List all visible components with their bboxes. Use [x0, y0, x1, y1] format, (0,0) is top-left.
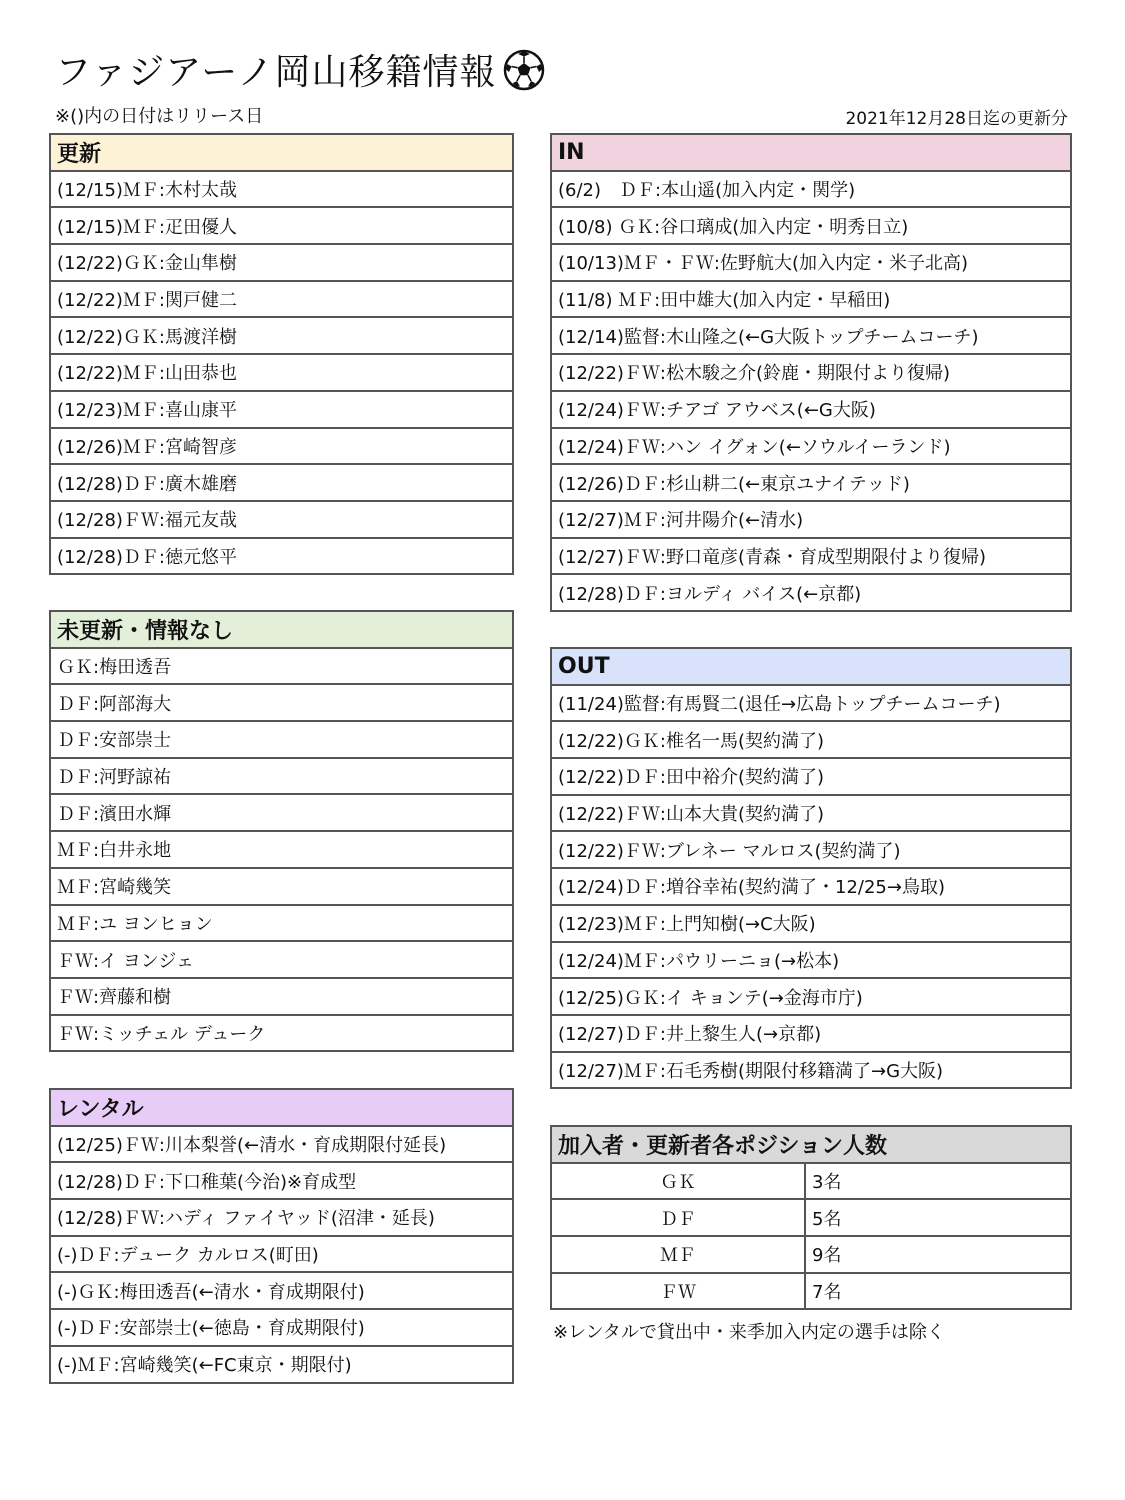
table-row [50, 794, 513, 831]
none-row-text: ＤＦ:濱田水輝 [50, 794, 513, 831]
table-row [551, 317, 1071, 354]
table-row [551, 1015, 1071, 1052]
no-info-table [49, 610, 514, 1052]
rental-row-text: (-)ＧＫ:梅田透吾(←清水・育成期限付) [50, 1272, 513, 1309]
none-row-text: ＦＷ:イ ヨンジェ [50, 941, 513, 978]
update-row-text: (12/28)ＦＷ:福元友哉 [50, 501, 513, 538]
table-row [50, 905, 513, 942]
table-row [50, 648, 513, 685]
out-header: OUT [551, 648, 1071, 685]
out-row-text: (12/27)ＤＦ:井上黎生人(→京都) [551, 1015, 1071, 1052]
table-row [50, 317, 513, 354]
table-row [551, 1052, 1071, 1089]
table-row [50, 538, 513, 575]
table-row [50, 1272, 513, 1309]
table-row [50, 207, 513, 244]
rental-row-text: (-)ＤＦ:安部崇士(←徳島・育成期限付) [50, 1309, 513, 1346]
update-table [49, 133, 514, 575]
update-row-text: (12/15)ＭＦ:疋田優人 [50, 207, 513, 244]
none-row-text: ＤＦ:河野諒祐 [50, 758, 513, 795]
out-row-text: (12/22)ＤＦ:田中裕介(契約満了) [551, 758, 1071, 795]
none-row-text: ＦＷ:齊藤和樹 [50, 978, 513, 1015]
update-row-text: (12/22)ＭＦ:山田恭也 [50, 354, 513, 391]
rental-table [49, 1088, 514, 1384]
table-row [50, 868, 513, 905]
table-row [551, 685, 1071, 722]
in-row-text: (12/22)ＦＷ:松木駿之介(鈴鹿・期限付より復帰) [551, 354, 1071, 391]
update-row-text: (12/15)ＭＦ:木村太哉 [50, 171, 513, 208]
count-header: 加入者・更新者各ポジション人数 [551, 1126, 1071, 1163]
table-row [50, 831, 513, 868]
table-row [50, 1346, 513, 1383]
none-row-text: ＤＦ:阿部海大 [50, 684, 513, 721]
table-row [551, 428, 1071, 465]
position-label: ＦＷ [551, 1273, 805, 1310]
in-row-text: (12/24)ＦＷ:チアゴ アウベス(←G大阪) [551, 391, 1071, 428]
in-row-text: (12/26)ＤＦ:杉山耕二(←東京ユナイテッド) [551, 464, 1071, 501]
release-date-note: ※()内の日付はリリース日 [55, 106, 264, 127]
update-row-text: (12/28)ＤＦ:徳元悠平 [50, 538, 513, 575]
out-row-text: (12/22)ＦＷ:山本大貴(契約満了) [551, 795, 1071, 832]
position-count: 7名 [805, 1273, 1071, 1310]
in-row-text: (12/27)ＦＷ:野口竜彦(青森・育成型期限付より復帰) [551, 538, 1071, 575]
table-row [50, 1162, 513, 1199]
in-table [550, 133, 1072, 612]
table-row [50, 721, 513, 758]
table-row [551, 171, 1071, 208]
in-row-text: (10/8) ＧＫ:谷口璃成(加入内定・明秀日立) [551, 207, 1071, 244]
out-row-text: (12/23)ＭＦ:上門知樹(→C大阪) [551, 905, 1071, 942]
none-row-text: ＦＷ:ミッチェル デューク [50, 1015, 513, 1052]
none-row-text: ＭＦ:ユ ヨンヒョン [50, 905, 513, 942]
in-row-text: (10/13)ＭＦ・ＦＷ:佐野航大(加入内定・米子北高) [551, 244, 1071, 281]
table-row [551, 795, 1071, 832]
in-row-text: (12/27)ＭＦ:河井陽介(←清水) [551, 501, 1071, 538]
out-row-text: (11/24)監督:有馬賢二(退任→広島トップチームコーチ) [551, 685, 1071, 722]
out-row-text: (12/22)ＦＷ:ブレネー マルロス(契約満了) [551, 831, 1071, 868]
none-row-text: ＤＦ:安部崇士 [50, 721, 513, 758]
table-row [50, 1236, 513, 1273]
table-row [551, 391, 1071, 428]
in-row-text: (12/28)ＤＦ:ヨルディ バイス(←京都) [551, 574, 1071, 611]
in-row-text: (12/14)監督:木山隆之(←G大阪トップチームコーチ) [551, 317, 1071, 354]
update-row-text: (12/22)ＧＫ:金山隼樹 [50, 244, 513, 281]
update-header: 更新 [50, 134, 513, 171]
table-row [551, 538, 1071, 575]
update-row-text: (12/22)ＧＫ:馬渡洋樹 [50, 317, 513, 354]
in-row-text: (12/24)ＦＷ:ハン イグォン(←ソウルイーランド) [551, 428, 1071, 465]
table-row [551, 721, 1071, 758]
none-row-text: ＧＫ:梅田透吾 [50, 648, 513, 685]
table-row [50, 1126, 513, 1163]
table-row [50, 464, 513, 501]
table-row [551, 1273, 1071, 1310]
rental-row-text: (12/28)ＤＦ:下口稚葉(今治)※育成型 [50, 1162, 513, 1199]
table-row [551, 281, 1071, 318]
none-row-text: ＭＦ:宮崎幾笑 [50, 868, 513, 905]
table-row [551, 1236, 1071, 1273]
out-row-text: (12/22)ＧＫ:椎名一馬(契約満了) [551, 721, 1071, 758]
table-row [551, 978, 1071, 1015]
out-table [550, 647, 1072, 1089]
table-row [551, 354, 1071, 391]
table-row [551, 942, 1071, 979]
title-text: ファジアーノ岡山移籍情報 [55, 52, 497, 93]
position-count: 3名 [805, 1163, 1071, 1200]
rental-row-text: (12/25)ＦＷ:川本梨誉(←清水・育成期限付延長) [50, 1126, 513, 1163]
rental-row-text: (-)ＭＦ:宮崎幾笑(←FC東京・期限付) [50, 1346, 513, 1383]
table-row [551, 207, 1071, 244]
rental-row-text: (-)ＤＦ:デューク カルロス(町田) [50, 1236, 513, 1273]
table-row [50, 1309, 513, 1346]
out-row-text: (12/24)ＤＦ:増谷幸祐(契約満了・12/25→鳥取) [551, 868, 1071, 905]
table-row [50, 244, 513, 281]
position-count: 9名 [805, 1236, 1071, 1273]
out-row-text: (12/27)ＭＦ:石毛秀樹(期限付移籍満了→G大阪) [551, 1052, 1071, 1089]
in-row-text: (6/2) ＤＦ:本山遥(加入内定・関学) [551, 171, 1071, 208]
table-row [551, 244, 1071, 281]
table-row [551, 501, 1071, 538]
table-row [50, 501, 513, 538]
table-row [50, 1199, 513, 1236]
table-row [50, 428, 513, 465]
update-row-text: (12/22)ＭＦ:関戸健二 [50, 281, 513, 318]
page-title [55, 44, 546, 95]
none-header: 未更新・情報なし [50, 611, 513, 648]
position-label: ＧＫ [551, 1163, 805, 1200]
table-row [551, 758, 1071, 795]
update-row-text: (12/28)ＤＦ:廣木雄磨 [50, 464, 513, 501]
position-label: ＭＦ [551, 1236, 805, 1273]
footnote: ※レンタルで貸出中・来季加入内定の選手は除く [553, 1322, 945, 1343]
rental-header: レンタル [50, 1089, 513, 1126]
table-row [551, 868, 1071, 905]
update-row-text: (12/26)ＭＦ:宮崎智彦 [50, 428, 513, 465]
table-row [551, 1199, 1071, 1236]
table-row [50, 758, 513, 795]
table-row [50, 281, 513, 318]
table-row [50, 684, 513, 721]
table-row [50, 941, 513, 978]
table-row [551, 831, 1071, 868]
position-count-table [550, 1125, 1072, 1310]
table-row [50, 354, 513, 391]
table-row [551, 1163, 1071, 1200]
position-count: 5名 [805, 1199, 1071, 1236]
in-row-text: (11/8) ＭＦ:田中雄大(加入内定・早稲田) [551, 281, 1071, 318]
out-row-text: (12/25)ＧＫ:イ キョンテ(→金海市庁) [551, 978, 1071, 1015]
in-header: IN [551, 134, 1071, 171]
out-row-text: (12/24)ＭＦ:パウリーニョ(→松本) [551, 942, 1071, 979]
table-row [50, 978, 513, 1015]
table-row [551, 574, 1071, 611]
position-label: ＤＦ [551, 1199, 805, 1236]
none-row-text: ＭＦ:白井永地 [50, 831, 513, 868]
table-row [551, 905, 1071, 942]
table-row [551, 464, 1071, 501]
update-row-text: (12/23)ＭＦ:喜山康平 [50, 391, 513, 428]
table-row [50, 171, 513, 208]
update-date-note: 2021年12月28日迄の更新分 [845, 109, 1068, 129]
table-row [50, 391, 513, 428]
soccer-ball-icon [502, 48, 546, 92]
table-row [50, 1015, 513, 1052]
rental-row-text: (12/28)ＦＷ:ハディ ファイヤッド(沼津・延長) [50, 1199, 513, 1236]
